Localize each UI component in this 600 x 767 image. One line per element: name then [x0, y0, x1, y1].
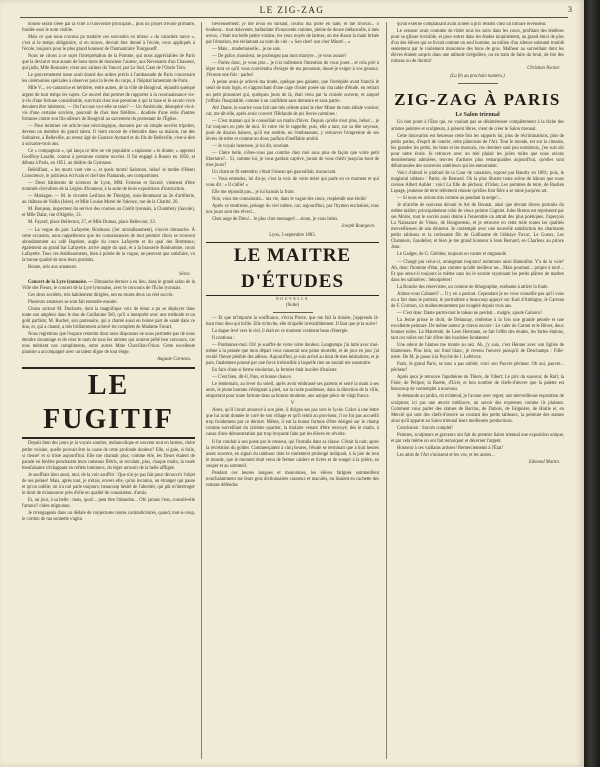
paragraph: — Parlez donc, je vous prie... je n'ai nullement l'intention de vous jouer... et cela prié à léger tout ce qu'il vous conviendra d'exiger de ma personne, dussé-je exiger à vos genoux. J'écoute une fois : parlez!: [206, 61, 379, 79]
paragraph: Ah! Dame, le sourire vous fait une très céleste ainsi le cher Minet de mon idéale voisine; car, me dit-elle, après avoir couvert l'Hirlande de pis lèvres carmines :: [206, 105, 379, 117]
paragraph: [22, 280, 195, 292]
paragraph: La dague levé vers le ciel, il était en ce moment vraiment beau d'énergie.: [212, 328, 349, 334]
paragraph: Je souffrais bien aussi, moi, de la voir souffrir : Que n'ai-je pas fait pour découvrir l'objet de ses peines! Mais, après tout, je n'étais, envers elle, qu'un inconnu, un étranger qui passe et qu'on oublie; on n'a nul parle toujours; beaucoup hésité de l'aborder, qui pût m'interroger le droit de m'annoncer près d'elle en qualité de consolateur, d'amis.: [22, 472, 195, 496]
signature: Joseph Bourgeon.: [341, 224, 375, 230]
paragraph: — Pardonnez-moi. Oh! je souffre de votre votre douleur. Longtemps j'ai lutté avec moi-même à la pensée que mon départ vous causerait une peine mortelle, et de jour en jour j'ai reculé l'heure pénible des adieux. Aujourd'hui, je suis arrivé au bout de mes hésitations, et je pars, fatalement poussé par une force irrésistible à laquelle rien ne saurait me soustraire.: [206, 342, 379, 366]
paragraph: Un chant se fit entendre; c'était l'oiseau qui gazouillait, insouciant.: [212, 170, 337, 176]
paragraph: — Mariages. — M. le vicomte Lesllons de Thorigny, sous-lieutenant au 2e d'artillerie, au château de Vallin (Isère), et Mlle Louise Morel de Valence, rue de la Charité, 20.: [22, 194, 195, 206]
paragraph: Ces deux sociétés, très habilement dirigées, ont eu toutes deux un réel succès.: [28, 292, 174, 298]
divider: [273, 312, 313, 313]
paragraph: Alors, qu'il l'avait annoncé à son père, il dirigea ses pas vers le lycée. Grâce à une lettre que lui avait donnée le curé de son village et qu'il remit au proviseur, il ne fut pas accueilli trop froidement par ce dernier. Même, il eut la bonne fortune d'être désigné sur le champ comme surveillant du sixième quartier, la titulaire venant d'être renvoyé, dès le matin, à cause d'une démonstration par trop bruyante faite par les élèves en révolte.: [206, 408, 379, 438]
paragraph: — Vous entendez, lui dis-je, c'est la voix de votre mère qui parle en ce moment et qui vous dit : « Il s'allie! »: [206, 177, 379, 189]
paragraph: Un bon point à l'État qui, ne voulant pas se désintéresser complètement à la tâche des artistes peintres et sculpteurs, à présent libres, vient de créer le Salon triennal.: [391, 120, 564, 132]
paragraph: — Je voyais heureuse, je lui dit, souriant.: [212, 143, 290, 149]
paragraph: — Et que m'importe la souffrance, s'écria Pierre, que me fait la misère, j'apprends là-haut mon dieu qui brille. Elle m'invite, elle m'apelle irrésistiblement. Il faut que je la suive!: [206, 315, 379, 327]
paragraph: Conclusion : Succès complet!: [397, 425, 453, 431]
page-number: 3: [568, 5, 572, 14]
paragraph: — La vogue du parc Lafayette, Bordeaux (1er arrondissement), s'ouvre dimanche. À cette occasion, nous rappellerons que les connaissances de tout premier choix se trouvent abondamment au café Baptiste, angle du cours Lafayette et du quai des Brotteaux; également au grand bar Lafayette, arrive angle du quai, et à la brasserie Bonhomme, cours Lafayette. Tous ces établissements, bien à portée de la vogue, ne peuvent que satisfaire, vu la bonne qualité de tous leurs produits.: [22, 227, 195, 263]
paragraph: Je m'arrête de nouveau devant le Art de Bonnat, ainsi que devant divers portraits du même maître; principalement celui de vieux peintre Cogniet. Jules Breton est représenté par ses Moins, tout le succès aussi donne à l'ensemble un attrait des plus poétiques. J'aperçois La Naissance de Vénus, de Bouguereau, et je retrouve en cette toile toutes les qualités merveilleuses de son éminent. Je contemple avec une nouvelle satisfaction les charmants petits tableaux et la ravissante fils de Guillaume de l'abbaye Fuvac, Le Gueux, Les Chanteurs, Gaudelier, et bien je me grand honneur à Jean Bernard, en Charleux au prince Jean.: [391, 203, 564, 251]
paragraph: Réédifiant, « les morts vont vite », et quels morts! Salomon, hélas! le tombe d'Henri Conscience, le judicieux écrivain et chef des Flamands, ses compatriotes.: [22, 168, 195, 180]
paragraph: Le gouvernement russe avait donné des ordres précis à l'ambassade de Paris concernant les cérémonies spéciales à observer pour la levée du corps, à l'hôpital lamentant de Paris.: [22, 73, 195, 85]
paragraph: — C'est bien, dit-il, Pars, et bonne chance.: [212, 375, 292, 381]
paragraph: M. Bonjean, inspecteur du service des courses au Crédit lyonnais, à Chambéry (Savoie), et Mlle Dalat, rue d'Algérie, 13.: [22, 207, 195, 219]
paragraph: Citons surtout M. Duchatre, dont la magnifique voix de ténor a pu se déployer dans toute son ampleur dans le duo de Guillaume Tell, qu'il a interprété avec une méthode et un goût parfaits; M. Ruchet, son partenaire, qui a chanté aussi en bonne part de santé dans ce duo, et, qui a chanté, a très brillamment achevé les complets de Madame Favart.: [22, 307, 195, 331]
paragraph: Voici d'abord le plafond de la Cour de cassation, exposé par Baudry en 1881; puis, le magistral tableau : Patrie, de Bernard. Où la plus illustre toute scène de bâtons que nous ravisse Albert Aublet : voici La fille de pêcheur, d'Odon; Les pommes de terre, de Bastien Lepage, jeunesse de terre tellement réussie qu'elles font fière à se mine jusqu'en art.: [391, 170, 564, 194]
signature: Auguste Carneau.: [157, 357, 191, 363]
paragraph: Elle me répondit pas... je lui baisais la front.: [212, 190, 295, 196]
paragraph: Pendant ces heures longues et monotones, les élèves fatigués sommeillent nonchalamment sur leurs gros dictionnaires crasseux et maculés, ou lisaient en cachette des romans défendus: [206, 470, 379, 488]
paragraph: Mais ce que nous n'avons pu traduire ces souvenirs en mieux « du caractère rance », c'est si le temps obligatoire, si en trouve, devrait être donné à l'école, ceux appliqués à l'école, toujours pour le plus grand honneur de l'humanitaire Tourgoueff.: [22, 35, 195, 53]
paragraph: Peintres, sculpteurs et graveurs ont fait du premier Salon triennal une exposition unique, et par cela même on ont fait remarquer et décerner l'argent.: [391, 432, 564, 444]
to-be-continued: (La fin au prochain numéro.): [450, 74, 505, 80]
paragraph: — Mais... mademoiselle... je ne sais.: [212, 47, 281, 53]
paragraph: — Pour terminer cet article tout nécrologique, donnons par un simple ouvrier tripotier, devenu un membre du grand talent. Il vient encore de s'éteindre dans sa maison, rue des Solitaires, à Belleville, au retour âgé de Gustave Aymard et du fils de Belleville, c'est-à-dire à soixante-trois ans.: [22, 123, 195, 147]
paragraph: Nous regrettons que l'espace restreint dont nous disposons ne nous permette pas de nous étendre davantage et de citer le nom de tous les artistes qui avaient prêté leur concours, car tous méritent nos compliments, entre autres Mme Chevillon-Orion. Cette excellente pianiste a accompagné avec un talent digne de tout éloge.: [22, 332, 195, 356]
paragraph: Non, vous me connaissiez... ma vie, dans le vague des cieux, resplendit une étoile!: [212, 197, 367, 203]
paragraph: qu'un externe complaisant avait acheté à prix réduits chez un libraire revendeur.: [397, 22, 547, 27]
paragraph: Aimez-vous Cabanel? ... Il y en a partout. Cependant je ne vous conseille pas qu'il vous on a fait dans le portrait, le portraitiste a beaucoup appuyé sur Karl d'Anthigny, le Carreau de F. Cormon, s'a malheureusement par exagéré depuis trois ans.: [391, 291, 564, 309]
signature: Edmond Martin.: [529, 459, 560, 465]
running-head: LE ZIG-ZAG: [259, 5, 325, 15]
page-edge: [584, 0, 600, 767]
paragraph: M. Fayard, place Bellecour, 27, et Mlle Dumas, place Bellecour, 33.: [28, 220, 156, 226]
zig-zag-paris-title: ZIG-ZAG À PARIS: [394, 90, 561, 110]
paragraph: Après quoi je retrouve l'apothéose de Thiers, de Vibert; Le prix du sauveur, de Roll; la Fiole, de Pelipot; la Ruette, d'Uret, et bon nombre de chefs-d'œuvre que la palette est beaucoup de contemplet à nouveau.: [391, 375, 564, 393]
fugitif-title: LE FUGITIF: [22, 367, 195, 439]
divider: [458, 83, 498, 84]
paragraph: Je demande au jardin, où m'attend, je l'avoue avec regret, une merveilleuse exposition de sculpture; ici pas une œuvre médiocre, un savoir des expresses comme ils plaisent. Comment vous parler des statues de Barrias, de Dubois, de Falguière, de Hiolle et, en Mercié qui sont des chefs-d'œuvre au courant des petits tableaux, la peinture des statues ainsi qu'il apparut au Salon triennal leurs meilleures productions.: [391, 394, 564, 424]
paragraph: La Bouche des réservistes, un comme de lithographie, exeltante à attirer la foule.: [397, 284, 549, 290]
concert-heading: Concert de la Lyre lyonnaise. —: [28, 279, 93, 285]
paragraph: Je m'engageais dans un dédale de conjectures toutes contradictoires, quand, tout-à-coup, le cordon de ma sonnette s'agita: [22, 511, 195, 523]
paragraph: Les amis de l'Art s'unissent et les vos, et les autres...: [397, 452, 495, 458]
column-2: [206, 22, 379, 761]
paragraph: — Chargé par celui-ci, arrangeant toujours! nommons ainsi Hamnillot. Y'a de la voie? Ah, donc l'homme d'état, pas comme qu'allé meilleur ne... Mais pourtant... propre à tout!... Et que sera-t-il toujours le même sans lui le sourire rayonnant les petits plâtres de marbre dans les salinières : Sénoiptères!: [391, 259, 564, 283]
paragraph: bourse serait créée par la ville à l'université principale... plus un projet d'école primaire, fondée sous le nom visible.: [22, 22, 195, 34]
column-1: [22, 22, 195, 761]
paragraph: — Si nous en avions mis comme au pendant la neige!...: [397, 196, 502, 202]
paragraph: La Jeune prisse le droit, de Delaunay, renferme à la fois une grande pensée et une excellente peinture. De même auteur je citerai encore : Le caler de Carnot et le Rêves, deux bonnes toiles. La Maternité, de Léon Hermann, se fait l'effet des études, les fortes étalons, tant ces toiles ont l'air d'être des louchées fondantes!: [391, 317, 564, 342]
paragraph: — C'est donc Dante parmi-tout le taleau ne perdait... maigre, ajoute Calanco!: [397, 310, 542, 316]
chapter-number: V: [290, 401, 295, 407]
paragraph: Une odeur de blames me monte au nez. Ah, j'y suis, c'est Henner avec son Eglise de blameuses. Plus loin, sur fond blanc, je revenu l'oeuvre puisqu'il de Deschamps : Fille-mère. De M. je passe à la Psyché de J. Lefebvre.: [391, 343, 564, 361]
signature: Christian Necker.: [527, 66, 560, 72]
continued-label: (Suite): [286, 302, 299, 308]
paragraph: Depuis bien des jours je la voyais sombre, mélancolique et souvent tout en larmes, chère petite voisine, quelle pouvait être la cause de cette profonde douleur? Elle, si gaie, si folle, si rieuse! et si triste aujourd'hui. Elle me chantait plus; comme elle, les fleurs étaient de parade en fenêtre penchaient leurs rameaux flétris, se reculant, plus, chaque matin, la rosée bienfaisante s'échappant en reflets lumineux, du léger arrosoir de la belle affligée.: [22, 441, 195, 471]
dateline: Lyon, 3 septembre 1883.: [269, 232, 316, 238]
column-3: [391, 22, 564, 761]
paragraph: — Chère belle, n'êtes-vous pas contrite chez moi sans plus de façon que votre petit libertaire?... Si, comme lui, je vous gardais captive, jurant de vous chérir jusqu'au bout de mes jours?: [206, 150, 379, 169]
maitre-title: LE MAITRE D'ÉTUDES: [206, 242, 379, 296]
paragraph: Et, un jour, à sa belle : mais, quoi!... peut être l'abandon... Oh! jamais l'eus, consolé-elle l'amour? chère mignonne.: [22, 497, 195, 509]
paragraph: Mlle V..., ex-cantatrice et héritière, entre autres, de la ville de Bougival, répandit quelque argent de tout temps les sujets. Ce nouvel état permet de rapporter à la reconnaissance vis-à-vis d'une fortune considérable, survivait chez une personne à qui la base et le savoir-vivre devaient être inhérents. — On l'accuse va-t-elle se taire? — Un Américain, désespéré vis-à-vis d'une certaine sorcière, poursuit de chez mes fidélités... doublée d'une série d'autres fortunes contre son fils-ailleurs de Bougival au sacrement du protestant de l'Église.: [22, 86, 195, 122]
paragraph: Après ce tendresse, présage du ciel même, car; aujourd'hui, par l'hymen enchaînés, tous nos jours sont des rêves!...: [206, 204, 379, 216]
paragraph: fiévreusement; je me levai en sursaut, courus ma porte en hâte, et me trouvai... ô bonheur... tout dolavente, balbutiant d'innocente craintes, pleine de douce mélancolie, à mes aveux, c'était ma belle petite voisine, les yeux noyés de larmes, on me disant la main brisée par l'émotion, me réclamant au nom du ciel : « Son cher! son cher Minet!... »: [206, 22, 379, 46]
header-rule: [20, 17, 568, 18]
paragraph: Plusieurs amateurs se sont fait entendre ensuite.: [28, 300, 118, 306]
paragraph: Bonne, avis aux amateurs.: [28, 264, 78, 270]
paragraph: Il fut conduit à son poste par le censeur, qui l'installa dans sa classe. C'était la nuit; après la récréation du goûter. Commençaient à cinq heures, l'étude se terminait que à huit heures assez souvent, en signal du tambour dont le roulement prolongé indiquait, à la joie de tout le monde, que le moment était venu de fermer cahiers et livres et de songer à la prière, au souper et au sommeil.: [206, 439, 379, 469]
paragraph: Ce « compagnon », qui lança ce titre ne vie populaire « tapisseur » le drame, « apprenti Geoffroy-Lasalle, connut à personne comme ouvrier. Il fut engagé à Rouen en 1850, et débuta à Paris, en 1851, au théâtre du Gymnase.: [22, 148, 195, 167]
paragraph-text: Dimanche dernier à eu lieu, dans le grand salon de la Ville des Fleurs, le concert de la Lyre lyonnaise, avec le concours de l'Écho lyonnais.: [22, 279, 195, 291]
paragraph: Le Gadget, de G. Gérôme, toujours en vanter et mignaudé.: [397, 252, 507, 258]
paragraph: Le lendemain, au lever du soleil, après avoir embrassé ses parents et serré la main à ses amis, le jeune homme s'éloignait à pied, sur la route poudreuse, dans la direction de la ville, emportant pour toute fortune dans sa bourse modeste, une unique pièce de vingt francs.: [206, 382, 379, 400]
paragraph: Cette innovation est heureuse cette fois les rapports lui, plus de récriminations, plus de petits potins, d'esprit de coterie, cette pâmoison de l'Art. Tout le monde, est sur la cimaise, les grandes les petits, les bons et les mauvais, ces derniers sont peu nombreux, j'en suis sûr pour notre école. Je retrouve avec un réel plaisir les jolies toiles que nous avions dernièrement admirées, œuvres d'artistes plus remarquables aujourd'hui, qu'elles sont débarrassées des souvenirs antérieurs qui les entouraient.: [391, 133, 564, 169]
paragraph: — Deux bâtiments de sciences de Lyon, MM. Ferneau et Savard, viennent d'être nommés chevaliers de la Légion d'honneur, à la suite de leurs expositions d'instruction.: [22, 181, 195, 193]
signature: Sérac.: [179, 271, 191, 277]
section-title: Le Salon triennal: [455, 112, 500, 119]
column-rule: [386, 22, 387, 759]
genre-label: NOUVELLE: [275, 295, 310, 301]
paragraph: Nous ne citons à ce sujet l'interprétation de la Pomme, qui nous appréciables de Paris que la deviat et tout autant de bons mots de monsieur l'auteur, aux Revenants d'un Chasseur, qui jadis, Mlle Bonnaire, vient aux salines du Vaucel, par Le Sud, Case de l'Oncle Tom.: [22, 54, 195, 72]
paragraph: À peine avais-je achevé ma tirade, quelque peu galante, que l'intrépide avait franchi le seuil de mon logis, et s'approchant d'une cage d'osier posée sur ma table d'étude, en retirait un petit pinsonnet qui, quelques jours de là, était venu par la croisée ouverte, et auquel j'offrais l'hospitalité, comme à un confident sans demeure et sans patrie.: [206, 80, 379, 104]
paragraph: Il continua :: [212, 335, 235, 341]
column-rule: [201, 22, 202, 759]
paragraph: Honneur à ces vaillants artistes! Remerciements à l'État!: [397, 445, 503, 451]
paragraph: Paris, le grand Paris, se tous a pas oublié; voici son Pauvre pêcheur. Oh oui, pauvre... pêcheur!: [391, 362, 564, 374]
paragraph: — De grâce, monsieur, ne prolongez pas mon martyre... je vous assure!: [212, 54, 347, 60]
paragraph: Chez ange de Dieu!... le plus cher messager!... sinon, je vous bénis.: [212, 217, 339, 223]
paragraph: Le censeur avait coutume de rôder tous les soirs dans les cours, profitant des ténèbres pour se glisser invisible, et pour entrer dans les études inopinément, au grand émoi de plus d'un des élèves qui se livrait comme un seul homme, au milieu d'un silence solennel troublé seulement par le roulement monotone des bons de gros. Malheur au surveillant dont les élèves étaient surpris dans une attitude irrégulière, ou en train de faire du bruit, de lire des romans ou de dormir!: [391, 29, 564, 65]
paragraph: — C'est maman qui le conseillait un matin d'hiver. Depuis qu'elle n'est plus, hélas!... je l'ai toujours eu près de moi. Si votre vie le rappelle; puis, elle a tant, sur sa tête soyeuse, posé de douces baisers, qu'il me semble, en l'embrassant, y retrouver l'empreinte de ses lèvres de mère et comme un doux parfum d'ineffable amitié.: [206, 118, 379, 142]
paragraph: En face d'une si ferme résolution, la fermier était insolite d'insister.: [212, 368, 338, 374]
